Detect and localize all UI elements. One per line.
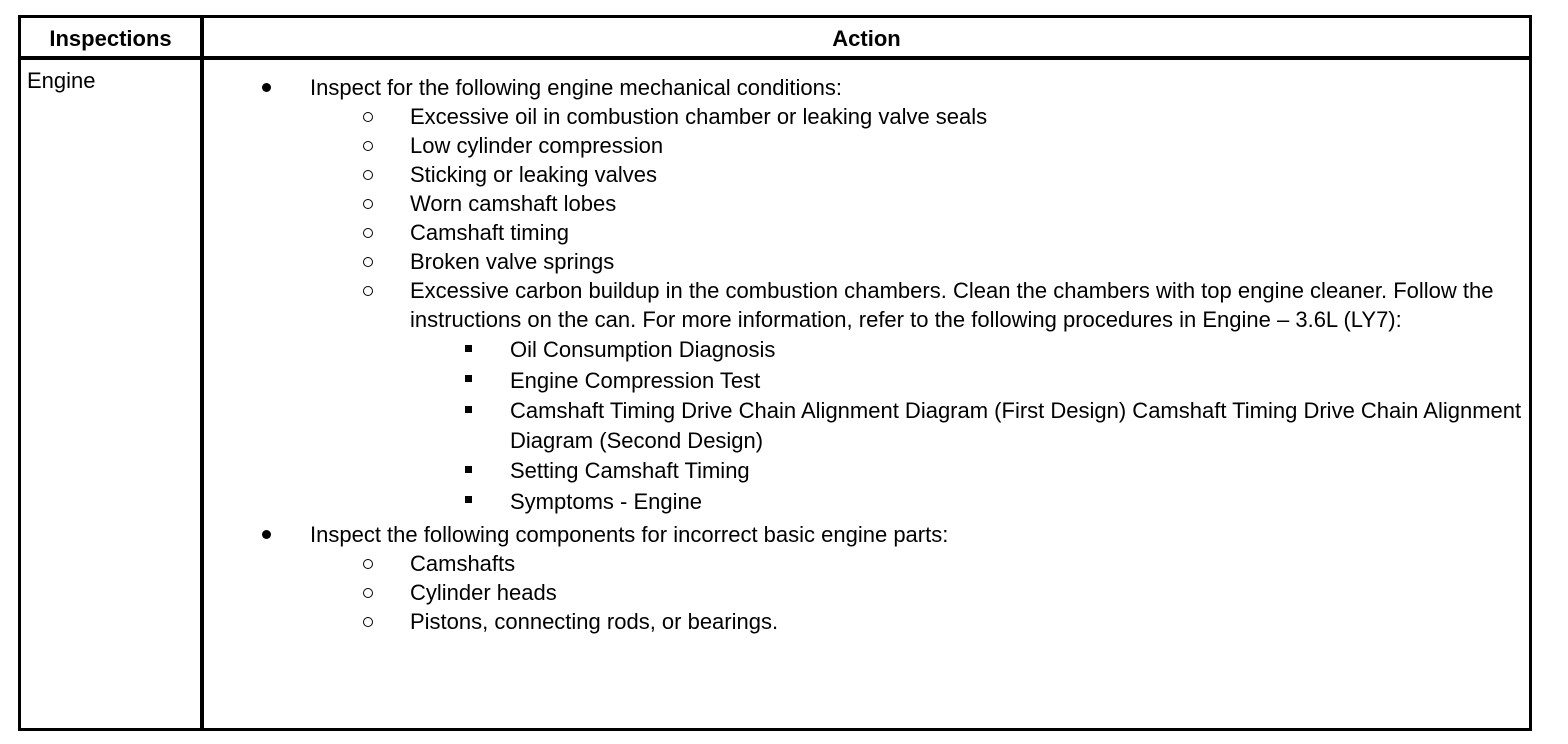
bullet-icon [256, 73, 276, 102]
list-item [204, 366, 1524, 396]
square-bullet-icon [458, 487, 478, 517]
list-item [204, 247, 1524, 276]
circle-bullet-icon [358, 189, 378, 218]
bullet-icon [256, 520, 276, 549]
procedure-link[interactable]: Engine Compression Test [510, 367, 761, 393]
header-divider [21, 56, 1529, 60]
list-item [204, 578, 1524, 607]
list-item-text: Pistons, connecting rods, or bearings. [410, 609, 779, 634]
list-item-text: Camshafts [410, 551, 516, 576]
list-item [204, 335, 1524, 365]
inspection-table [18, 15, 1532, 731]
circle-bullet-icon [358, 102, 378, 131]
procedure-link[interactable]: Symptoms - Engine [510, 488, 702, 514]
list-item-text: Worn camshaft lobes [410, 191, 617, 216]
list-item-text: Cylinder heads [410, 580, 557, 605]
list-item [204, 520, 1524, 549]
list-item [204, 131, 1524, 160]
action-cell [204, 73, 1524, 636]
square-bullet-icon [458, 366, 478, 396]
circle-bullet-icon [358, 549, 378, 578]
list-item [204, 218, 1524, 247]
list-item [204, 160, 1524, 189]
square-bullet-icon [458, 396, 478, 426]
list-item [204, 607, 1524, 636]
list-item-text: Excessive carbon buildup in the combustion chambers. Clean the chambers with top engine cleaner. Follow the instructions on the can. For more information, refer to the following procedures in Engine – 3.6L (LY7): [410, 278, 1494, 332]
circle-bullet-icon [358, 607, 378, 636]
inspection-cell: Engine [27, 68, 96, 93]
list-item [204, 487, 1524, 517]
list-item-text: Inspect for the following engine mechanical conditions: [310, 75, 842, 100]
list-item-text: Inspect the following components for incorrect basic engine parts: [310, 522, 949, 547]
list-item-text: Excessive oil in combustion chamber or leaking valve seals [410, 104, 988, 129]
header-inspections: Inspections [49, 26, 172, 51]
list-item [204, 102, 1524, 131]
circle-bullet-icon [358, 247, 378, 276]
square-bullet-icon [458, 335, 478, 365]
list-item [204, 456, 1524, 486]
list-item-text: Low cylinder compression [410, 133, 664, 158]
list-item [204, 73, 1524, 102]
procedure-link[interactable]: Oil Consumption Diagnosis [510, 337, 776, 362]
circle-bullet-icon [358, 131, 378, 160]
circle-bullet-icon [358, 160, 378, 189]
list-item [204, 549, 1524, 578]
list-item-text: Broken valve springs [410, 249, 615, 274]
list-item [204, 396, 1524, 455]
procedure-link[interactable]: Setting Camshaft Timing [510, 458, 750, 483]
list-item-text: Sticking or leaking valves [410, 162, 658, 187]
square-bullet-icon [458, 456, 478, 486]
list-item-text: Camshaft timing [410, 220, 569, 245]
procedure-link[interactable]: Camshaft Timing Drive Chain Alignment Diagram (First Design) Camshaft Timing Drive Chain Alignment Diagram (Second Design) [510, 398, 1522, 453]
list-item [204, 276, 1524, 334]
circle-bullet-icon [358, 276, 378, 305]
header-action: Action [832, 26, 901, 51]
circle-bullet-icon [358, 218, 378, 247]
circle-bullet-icon [358, 578, 378, 607]
list-item [204, 189, 1524, 218]
